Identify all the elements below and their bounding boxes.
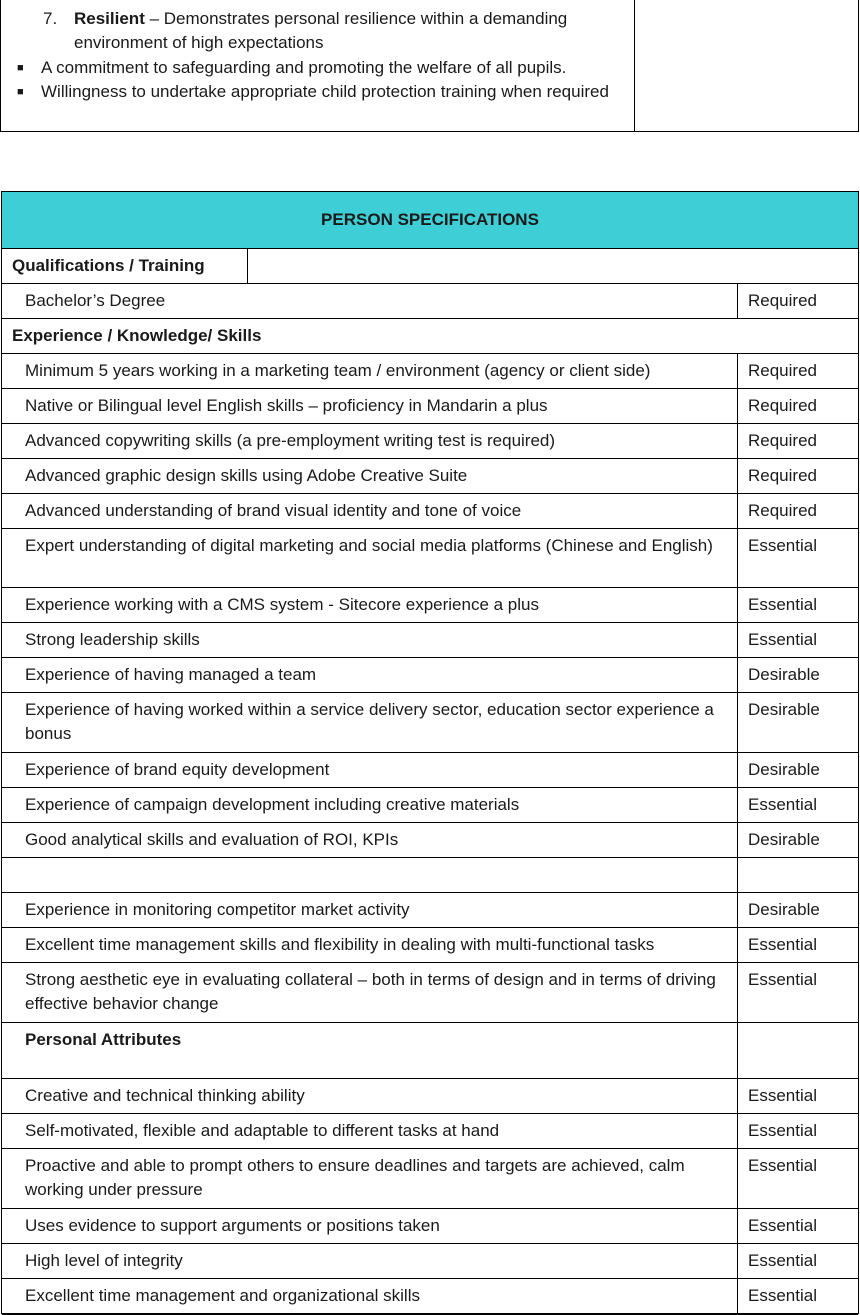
requirement-cell: Bachelor’s Degree — [2, 284, 738, 318]
level-cell: Desirable — [748, 830, 820, 849]
table-row — [2, 693, 858, 753]
level-cell: Essential — [748, 595, 817, 614]
table-row — [2, 284, 858, 319]
section-personal-attributes — [2, 1023, 858, 1079]
table-row — [2, 494, 858, 529]
table-row — [2, 658, 858, 693]
level-cell: Required — [748, 466, 817, 485]
bullet-text: A commitment to safeguarding and promoting the welfare of all pupils. — [41, 58, 567, 77]
level-cell: Desirable — [748, 900, 820, 919]
requirement-cell: Expert understanding of digital marketing and social media platforms (Chinese and English) — [2, 529, 738, 587]
requirement-cell — [2, 858, 738, 892]
level-cell: Essential — [748, 536, 817, 555]
table-row — [2, 928, 858, 963]
level-cell: Essential — [748, 1251, 817, 1270]
level-cell: Desirable — [748, 665, 820, 684]
item-number: 7. — [43, 9, 58, 28]
table-row — [2, 788, 858, 823]
table-row-empty — [2, 858, 858, 893]
table-row — [2, 424, 858, 459]
requirement-cell: Uses evidence to support arguments or positions taken — [2, 1209, 738, 1243]
table-row — [2, 1079, 858, 1114]
requirement-cell: Advanced copywriting skills (a pre-employment writing test is required) — [2, 424, 738, 458]
previous-table-left-cell — [1, 0, 635, 131]
bullet-square-icon: ■ — [17, 62, 24, 74]
table-row — [2, 1209, 858, 1244]
requirement-cell: Strong leadership skills — [2, 623, 738, 657]
level-cell: Essential — [748, 630, 817, 649]
item-text: – Demonstrates personal resilience within a demanding environment of high expectations — [74, 9, 568, 52]
table-row — [2, 389, 858, 424]
requirement-cell: Experience of having managed a team — [2, 658, 738, 692]
numbered-item-resilient — [43, 7, 623, 55]
requirement-cell: Native or Bilingual level English skills – proficiency in Mandarin a plus — [2, 389, 738, 423]
level-cell: Essential — [748, 970, 817, 989]
person-specifications-table — [1, 191, 859, 1314]
requirement-cell: High level of integrity — [2, 1244, 738, 1278]
requirement-cell: Self-motivated, flexible and adaptable to different tasks at hand — [2, 1114, 738, 1148]
table-row — [2, 1149, 858, 1209]
table-row — [2, 963, 858, 1023]
level-cell: Essential — [748, 795, 817, 814]
section-experience — [2, 319, 858, 354]
section-label: Personal Attributes — [2, 1023, 738, 1078]
level-cell: Desirable — [748, 760, 820, 779]
requirement-cell: Excellent time management and organizational skills — [2, 1279, 738, 1314]
level-cell: Essential — [748, 1286, 817, 1305]
table-row — [2, 588, 858, 623]
item-body — [74, 7, 623, 55]
requirement-cell: Advanced understanding of brand visual identity and tone of voice — [2, 494, 738, 528]
section-qualifications — [2, 249, 858, 284]
requirement-cell: Creative and technical thinking ability — [2, 1079, 738, 1113]
requirement-cell: Excellent time management skills and flexibility in dealing with multi-functional tasks — [2, 928, 738, 962]
requirement-cell: Minimum 5 years working in a marketing team / environment (agency or client side) — [2, 354, 738, 388]
requirement-cell: Experience working with a CMS system - Sitecore experience a plus — [2, 588, 738, 622]
level-cell: Essential — [748, 1156, 817, 1175]
level-cell: Required — [748, 291, 817, 310]
level-cell: Required — [748, 396, 817, 415]
table-row — [2, 459, 858, 494]
requirement-cell: Experience in monitoring competitor market activity — [2, 893, 738, 927]
table-row — [2, 753, 858, 788]
requirement-cell: Good analytical skills and evaluation of ROI, KPIs — [2, 823, 738, 857]
level-cell: Essential — [748, 1121, 817, 1140]
requirement-cell: Advanced graphic design skills using Adobe Creative Suite — [2, 459, 738, 493]
item-title: Resilient — [74, 9, 145, 28]
bullet-child-protection — [17, 80, 617, 104]
level-cell: Required — [748, 431, 817, 450]
bullet-text: Willingness to undertake appropriate child protection training when required — [41, 82, 609, 101]
requirement-cell: Experience of having worked within a service delivery sector, education sector experience a bonus — [2, 693, 738, 752]
level-cell: Essential — [748, 1216, 817, 1235]
table-row — [2, 1244, 858, 1279]
level-cell: Essential — [748, 1086, 817, 1105]
level-cell: Essential — [748, 935, 817, 954]
level-cell — [738, 1023, 748, 1028]
level-cell: Required — [748, 501, 817, 520]
table-row — [2, 1114, 858, 1149]
bullet-safeguarding — [17, 56, 617, 80]
level-cell — [738, 858, 748, 863]
requirement-cell: Proactive and able to prompt others to ensure deadlines and targets are achieved, calm working under pressure — [2, 1149, 738, 1208]
table-row — [2, 893, 858, 928]
requirement-cell: Strong aesthetic eye in evaluating collateral – both in terms of design and in terms of driving effective behavior change — [2, 963, 738, 1022]
previous-table — [0, 0, 859, 132]
level-cell: Required — [748, 361, 817, 380]
table-header: PERSON SPECIFICATIONS — [2, 192, 858, 249]
level-cell: Desirable — [748, 700, 820, 719]
section-label: Experience / Knowledge/ Skills — [12, 326, 262, 345]
requirement-cell: Experience of brand equity development — [2, 753, 738, 787]
section-label: Qualifications / Training — [12, 256, 205, 275]
bullet-square-icon: ■ — [17, 86, 24, 98]
table-row — [2, 823, 858, 858]
table-row — [2, 623, 858, 658]
table-row — [2, 529, 858, 588]
requirement-cell: Experience of campaign development including creative materials — [2, 788, 738, 822]
table-row — [2, 354, 858, 389]
table-row — [2, 1279, 858, 1315]
